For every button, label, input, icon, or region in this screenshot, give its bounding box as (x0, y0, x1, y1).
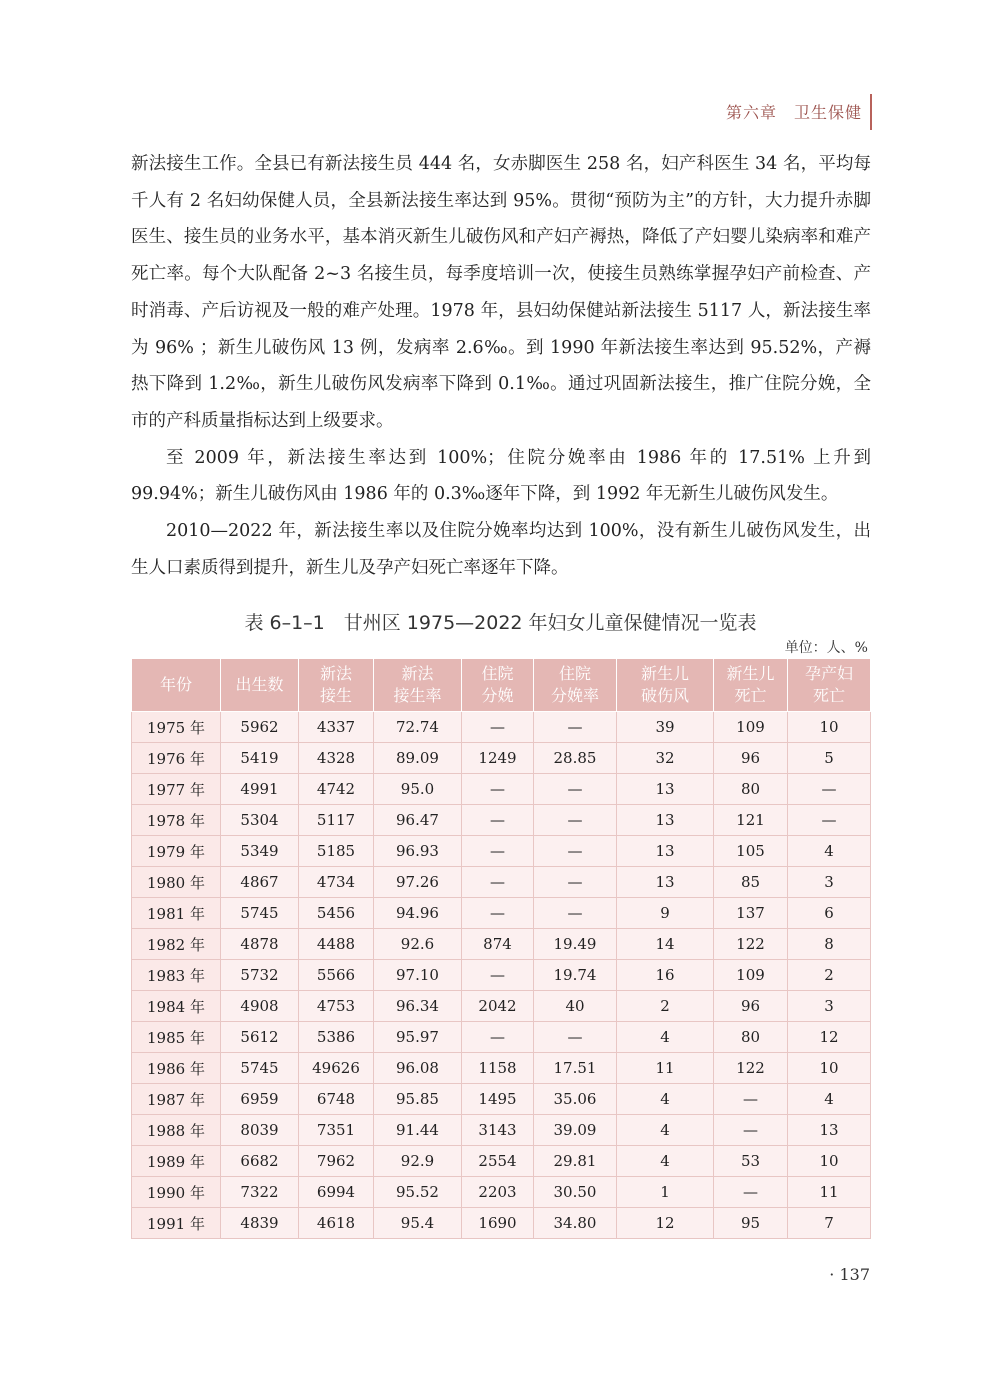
running-header (0, 94, 872, 130)
table-cell: 2554 (462, 1146, 534, 1177)
table-cell: 3143 (462, 1115, 534, 1146)
table-cell: 7962 (299, 1146, 374, 1177)
table-cell: 6994 (299, 1177, 374, 1208)
table-cell: 4 (788, 1084, 871, 1115)
table-cell: 6682 (221, 1146, 299, 1177)
table-cell: — (462, 712, 534, 743)
column-header-line: 孕产妇 (804, 664, 853, 683)
table-cell: — (462, 898, 534, 929)
table-body (132, 712, 871, 1239)
table-cell: 49626 (299, 1053, 374, 1084)
table-cell: 5349 (221, 836, 299, 867)
table-cell: 4618 (299, 1208, 374, 1239)
table-cell: 95.52 (374, 1177, 462, 1208)
table-cell: 1690 (462, 1208, 534, 1239)
column-header (221, 659, 299, 712)
table-cell: 34.80 (534, 1208, 617, 1239)
table-cell: 4328 (299, 743, 374, 774)
year-cell: 1983 年 (132, 960, 221, 991)
column-header-line: 破伤风 (640, 686, 689, 705)
column-header (374, 659, 462, 712)
table-cell: 89.09 (374, 743, 462, 774)
table-cell: 94.96 (374, 898, 462, 929)
table-cell: — (462, 960, 534, 991)
table-cell: 5962 (221, 712, 299, 743)
table-row (132, 1084, 871, 1115)
table-row (132, 743, 871, 774)
table-cell: 28.85 (534, 743, 617, 774)
table-row (132, 929, 871, 960)
table-cell: 96.47 (374, 805, 462, 836)
table-cell: 97.26 (374, 867, 462, 898)
table-cell: 4 (788, 836, 871, 867)
table-cell: 19.74 (534, 960, 617, 991)
table-cell: 4 (617, 1146, 714, 1177)
table-cell: — (534, 836, 617, 867)
column-header-line: 住院 (558, 664, 591, 683)
table-cell: 91.44 (374, 1115, 462, 1146)
column-header (534, 659, 617, 712)
table-row (132, 836, 871, 867)
table-cell: 5304 (221, 805, 299, 836)
table-cell: — (534, 1022, 617, 1053)
table-cell: 12 (617, 1208, 714, 1239)
year-cell: 1989 年 (132, 1146, 221, 1177)
table-cell: 4753 (299, 991, 374, 1022)
table-row (132, 774, 871, 805)
table-cell: 96.08 (374, 1053, 462, 1084)
table-cell: 4839 (221, 1208, 299, 1239)
table-cell: 122 (714, 1053, 788, 1084)
table-cell: — (714, 1115, 788, 1146)
table-cell: 105 (714, 836, 788, 867)
table-cell: 137 (714, 898, 788, 929)
table-cell: 2 (617, 991, 714, 1022)
paragraph-3: 2010—2022 年，新法接生率以及住院分娩率均达到 100%，没有新生儿破伤风发生，出生人口素质得到提升，新生儿及孕产妇死亡率逐年下降。 (131, 521, 871, 578)
table-cell: 7351 (299, 1115, 374, 1146)
table-cell: 80 (714, 774, 788, 805)
year-cell: 1975 年 (132, 712, 221, 743)
table-cell: 16 (617, 960, 714, 991)
table-cell: 5732 (221, 960, 299, 991)
table-cell: 4337 (299, 712, 374, 743)
table-cell: 13 (617, 867, 714, 898)
table-cell: 4 (617, 1084, 714, 1115)
table-cell: — (534, 805, 617, 836)
table-cell: 2042 (462, 991, 534, 1022)
column-header-line: 接生 (319, 686, 352, 705)
column-header-line: 新生儿 (726, 664, 775, 683)
table-cell: — (714, 1177, 788, 1208)
table-cell: 13 (617, 805, 714, 836)
table-row (132, 898, 871, 929)
table-row (132, 1115, 871, 1146)
table-cell: 92.6 (374, 929, 462, 960)
year-cell: 1981 年 (132, 898, 221, 929)
table-cell: 6 (788, 898, 871, 929)
table-cell: — (714, 1084, 788, 1115)
table-cell: 95 (714, 1208, 788, 1239)
column-header-line: 分娩 (481, 686, 514, 705)
year-cell: 1982 年 (132, 929, 221, 960)
table-cell: 6959 (221, 1084, 299, 1115)
column-header-line: 新法 (319, 664, 352, 683)
table-cell: 4908 (221, 991, 299, 1022)
table-cell: 5185 (299, 836, 374, 867)
table-cell: — (788, 774, 871, 805)
column-header-line: 新生儿 (640, 664, 689, 683)
table-header-row (132, 659, 871, 712)
table-cell: 3 (788, 867, 871, 898)
table-cell: 19.49 (534, 929, 617, 960)
table-cell: 53 (714, 1146, 788, 1177)
table-cell: 7322 (221, 1177, 299, 1208)
table-row (132, 991, 871, 1022)
data-table (131, 658, 871, 1239)
table-cell: 4991 (221, 774, 299, 805)
year-cell: 1991 年 (132, 1208, 221, 1239)
table-cell: — (534, 774, 617, 805)
table-cell: 11 (617, 1053, 714, 1084)
table-cell: — (462, 774, 534, 805)
table-cell: 10 (788, 1053, 871, 1084)
table-cell: 6748 (299, 1084, 374, 1115)
table-cell: 96 (714, 743, 788, 774)
table-cell: 4734 (299, 867, 374, 898)
table-cell: 1495 (462, 1084, 534, 1115)
table-cell: 122 (714, 929, 788, 960)
table-cell: — (534, 898, 617, 929)
table-cell: 39 (617, 712, 714, 743)
table-cell: 96.34 (374, 991, 462, 1022)
year-cell: 1977 年 (132, 774, 221, 805)
table-cell: 1249 (462, 743, 534, 774)
column-header-line: 死亡 (812, 686, 845, 705)
year-cell: 1987 年 (132, 1084, 221, 1115)
column-header (462, 659, 534, 712)
table-cell: 1158 (462, 1053, 534, 1084)
table-cell: 10 (788, 1146, 871, 1177)
table-cell: 4742 (299, 774, 374, 805)
table-cell: 5 (788, 743, 871, 774)
table-cell: — (788, 805, 871, 836)
table-cell: 17.51 (534, 1053, 617, 1084)
table-cell: 7 (788, 1208, 871, 1239)
column-header (788, 659, 871, 712)
table-cell: 96.93 (374, 836, 462, 867)
table-cell: 2 (788, 960, 871, 991)
table-cell: 40 (534, 991, 617, 1022)
table-cell: 4 (617, 1115, 714, 1146)
table-cell: — (462, 1022, 534, 1053)
table-row (132, 1022, 871, 1053)
table-row (132, 805, 871, 836)
table-title: 表 6–1–1 甘州区 1975—2022 年妇女儿童保健情况一览表 (244, 612, 757, 634)
column-header (132, 659, 221, 712)
table-cell: 121 (714, 805, 788, 836)
column-header (617, 659, 714, 712)
table-row (132, 712, 871, 743)
table-cell: 874 (462, 929, 534, 960)
table-cell: 5419 (221, 743, 299, 774)
table-cell: 97.10 (374, 960, 462, 991)
page-number: · 137 (829, 1265, 870, 1284)
column-header-line: 分娩率 (550, 686, 599, 705)
table-cell: 5745 (221, 1053, 299, 1084)
table-unit: 单位：人、% (784, 640, 868, 656)
paragraph-2: 至 2009 年，新法接生率达到 100%；住院分娩率由 1986 年的 17.51% 上升到 99.94%；新生儿破伤风由 1986 年的 0.3‰逐年下降，到 1992 年无新生儿破伤风发生。 (131, 447, 871, 505)
year-cell: 1979 年 (132, 836, 221, 867)
table-cell: 5117 (299, 805, 374, 836)
year-cell: 1990 年 (132, 1177, 221, 1208)
table-cell: 3 (788, 991, 871, 1022)
table-cell: 95.85 (374, 1084, 462, 1115)
table-row (132, 1053, 871, 1084)
column-header (714, 659, 788, 712)
table-cell: — (534, 867, 617, 898)
table-row (132, 1177, 871, 1208)
table-cell: 29.81 (534, 1146, 617, 1177)
table-cell: 13 (617, 836, 714, 867)
table-row (132, 867, 871, 898)
table-cell: 5456 (299, 898, 374, 929)
table-cell: 5566 (299, 960, 374, 991)
table-cell: 11 (788, 1177, 871, 1208)
table-cell: 5386 (299, 1022, 374, 1053)
table-cell: 12 (788, 1022, 871, 1053)
table-cell: 95.4 (374, 1208, 462, 1239)
table-row (132, 960, 871, 991)
table-cell: 92.9 (374, 1146, 462, 1177)
table-cell: 4867 (221, 867, 299, 898)
table-cell: 30.50 (534, 1177, 617, 1208)
table-cell: — (462, 836, 534, 867)
table-cell: 109 (714, 712, 788, 743)
table-cell: 9 (617, 898, 714, 929)
year-cell: 1980 年 (132, 867, 221, 898)
table-cell: — (462, 805, 534, 836)
table-cell: 32 (617, 743, 714, 774)
year-cell: 1984 年 (132, 991, 221, 1022)
column-header-line: 住院 (481, 664, 514, 683)
table-cell: 8039 (221, 1115, 299, 1146)
table-cell: 4878 (221, 929, 299, 960)
table-cell: 35.06 (534, 1084, 617, 1115)
table-cell: 72.74 (374, 712, 462, 743)
column-header-line: 出生数 (235, 675, 284, 694)
column-header (299, 659, 374, 712)
table-row (132, 1146, 871, 1177)
table-cell: 85 (714, 867, 788, 898)
table-cell: — (534, 712, 617, 743)
body-text (131, 146, 871, 586)
table-cell: 5745 (221, 898, 299, 929)
table-cell: 13 (617, 774, 714, 805)
year-cell: 1985 年 (132, 1022, 221, 1053)
table-cell: 96 (714, 991, 788, 1022)
year-cell: 1986 年 (132, 1053, 221, 1084)
table-cell: 13 (788, 1115, 871, 1146)
table-cell: 8 (788, 929, 871, 960)
header-divider (870, 94, 872, 130)
table-cell: 2203 (462, 1177, 534, 1208)
table-cell: 95.97 (374, 1022, 462, 1053)
table-cell: 14 (617, 929, 714, 960)
table-row (132, 1208, 871, 1239)
table-cell: 10 (788, 712, 871, 743)
column-header-line: 接生率 (393, 686, 442, 705)
table-cell: 39.09 (534, 1115, 617, 1146)
table-cell: 4488 (299, 929, 374, 960)
paragraph-1: 新法接生工作。全县已有新法接生员 444 名，女赤脚医生 258 名，妇产科医生 34 名，平均每千人有 2 名妇幼保健人员，全县新法接生率达到 95%。贯彻“预防为主”的方针，大力提升赤脚医生、接生员的业务水平，基本消灭新生儿破伤风和产妇产褥热，降低了产妇婴儿染病率和难产死亡率。每个大队配备 2~3 名接生员，每季度培训一次，使接生员熟练掌握孕妇产前检查、产时消毒、产后访视及一般的难产处理。1978 年，县妇幼保健站新法接生 5117 人，新法接生率为 96% ；新生儿破伤风 13 例，发病率 2.6‰。到 1990 年新法接生率达到 95.52%，产褥热下降到 1.2‰，新生儿破伤风发病率下降到 0.1‰。通过巩固新法接生，推广住院分娩，全市的产科质量指标达到上级要求。 (131, 154, 871, 431)
column-header-line: 年份 (159, 675, 192, 694)
year-cell: 1978 年 (132, 805, 221, 836)
chapter-title: 第六章 卫生保健 (725, 103, 862, 122)
column-header-line: 死亡 (734, 686, 767, 705)
table-cell: 1 (617, 1177, 714, 1208)
year-cell: 1976 年 (132, 743, 221, 774)
table-cell: 109 (714, 960, 788, 991)
table-cell: — (462, 867, 534, 898)
column-header-line: 新法 (401, 664, 434, 683)
table-cell: 4 (617, 1022, 714, 1053)
year-cell: 1988 年 (132, 1115, 221, 1146)
table-cell: 80 (714, 1022, 788, 1053)
table-cell: 95.0 (374, 774, 462, 805)
table-cell: 5612 (221, 1022, 299, 1053)
